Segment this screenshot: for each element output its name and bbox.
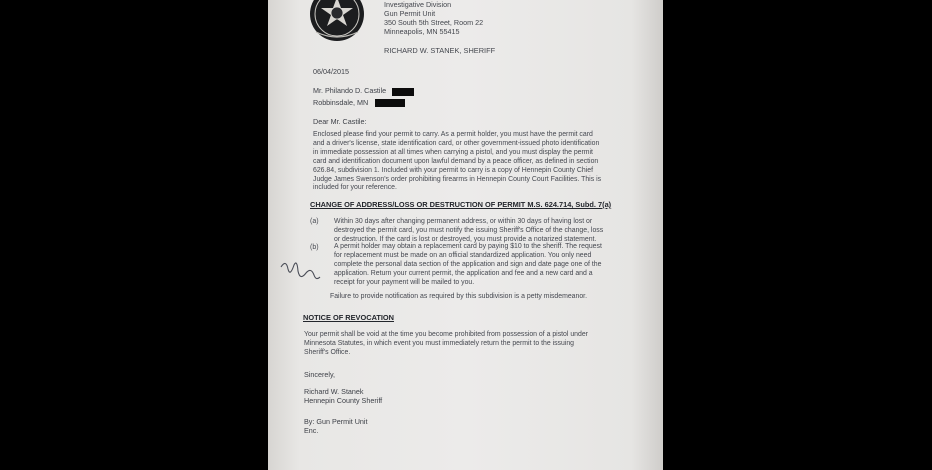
intro-line: Enclosed please find your permit to carry. As a permit holder, you must have the permit card: [313, 131, 593, 138]
sheriff-badge-seal: [306, 0, 368, 42]
change-of-address-heading: CHANGE OF ADDRESS/LOSS OR DESTRUCTION OF PERMIT M.S. 624.714, Subd. 7(a): [310, 200, 612, 209]
intro-line: Judge James Swenson's order prohibiting firearms in Hennepin County Court Facilities. This is: [313, 175, 602, 183]
signer-title: Hennepin County Sheriff: [304, 396, 383, 405]
header-division: Investigative Division: [384, 0, 452, 9]
intro-line: in immediate possession at all times when carrying a pistol, and you must display the permit: [313, 148, 593, 156]
revocation-line: Sheriff's Office.: [304, 348, 351, 356]
item-b-line: application. Return your current permit, the application and fee and a new card and a: [334, 269, 593, 277]
item-a-label: (a): [310, 218, 319, 225]
item-a-line: Within 30 days after changing permanent address, or within 30 days of having lost or: [334, 218, 593, 225]
failure-notice: Failure to provide notification as required by this subdivision is a petty misdemeanor.: [330, 293, 587, 300]
item-a-text: [334, 218, 654, 245]
item-b-line: complete the personal data section of the application and sign and date page one of the: [334, 260, 602, 268]
revocation-line: Your permit shall be void at the time you become prohibited from possession of a pistol under: [304, 331, 588, 338]
item-a-line: destroyed the permit card, you must notify the issuing Sheriff's Office of the change, loss: [334, 226, 604, 234]
recipient-city: Robbinsdale, MN: [313, 98, 369, 107]
intro-line: and a driver's license, state identification card, or other government-issued photo identification: [313, 139, 600, 147]
signer-name: Richard W. Stanek: [304, 387, 364, 396]
revocation-heading: NOTICE OF REVOCATION: [303, 313, 395, 322]
redaction-bar: [392, 88, 414, 96]
enclosure-note: Enc.: [304, 426, 319, 435]
letter-page: [268, 0, 663, 470]
item-b-line: A permit holder may obtain a replacement card by paying $10 to the sheriff. The request: [334, 243, 602, 250]
item-b-line: for replacement must be made on an official standardized application. You only need: [334, 251, 592, 259]
item-b-line: receipt for your payment will be mailed to you.: [334, 278, 475, 286]
item-b-text: [334, 243, 654, 288]
item-a-line: or destruction. If the card is lost or destroyed, you must provide a notarized statement.: [334, 235, 597, 243]
redaction-bar: [375, 99, 405, 107]
revocation-line: Minnesota Statutes, in which event you must immediately return the permit to the issuing: [304, 339, 575, 347]
pen-scribble-mark: [278, 255, 322, 285]
intro-line: 626.84, subdivision 1. Included with your permit to carry is a copy of Hennepin County Chief: [313, 166, 593, 174]
letter-date: 06/04/2015: [313, 67, 349, 76]
header-unit: Gun Permit Unit: [384, 9, 436, 18]
intro-line: included for your reference.: [313, 184, 397, 192]
intro-line: card and identification document upon lawful demand by a peace officer, as defined in section: [313, 157, 599, 165]
recipient-name: Mr. Philando D. Castile: [313, 86, 387, 95]
revocation-paragraph: [304, 331, 656, 358]
header-street: 350 South 5th Street, Room 22: [384, 18, 484, 27]
intro-paragraph: [313, 131, 658, 193]
closing: Sincerely,: [304, 370, 336, 379]
header-sheriff: RICHARD W. STANEK, SHERIFF: [384, 46, 496, 55]
header-city: Minneapolis, MN 55415: [384, 27, 460, 36]
by-line: By: Gun Permit Unit: [304, 417, 368, 426]
salutation: Dear Mr. Castile:: [313, 117, 367, 126]
item-b-label: (b): [310, 244, 319, 251]
